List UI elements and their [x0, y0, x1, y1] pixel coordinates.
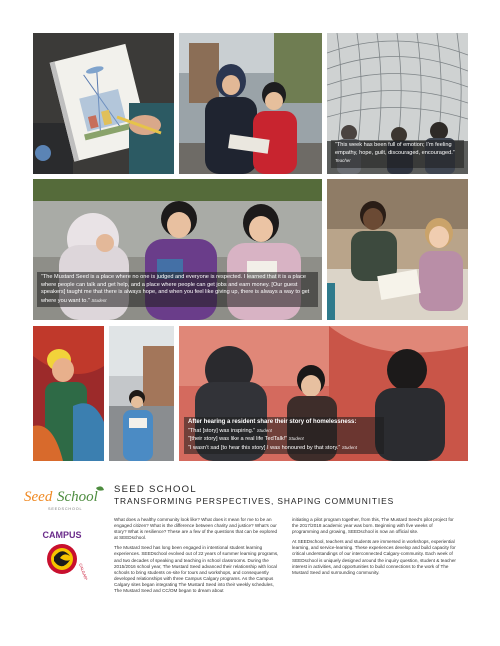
photo-students-reading-outside: [179, 33, 322, 174]
caption-attribution: Teacher: [335, 158, 351, 164]
caption-quote: “That [story] was inspiring.”: [188, 427, 256, 434]
page-title: SEED SCHOOL: [114, 484, 197, 495]
caption-line: [188, 427, 380, 436]
body-paragraph: What does a healthy community look like? What does it mean for me to be an engaged citizen? What is the difference between charity and justice? What’s our story? What is resilience? These are a few of the questions that can be explored at SEEDschool.: [114, 517, 278, 541]
logo-seed-word: Seed: [24, 489, 53, 505]
body-paragraph: The Mustard Seed has long been engaged in intentional student learning experiences. SEEDschool evolved out of 22 years of summer learning programs, and two decades of speaking and teaching in school classrooms. During the 2015/2016 school year, The Mustard Seed advanced their relationship with local schools to bring students on-site for tours and workshops, and consequently developed relationships with three Campus Calgary programs. As the Campus Calgary sites began integrating The Mustard Seed into their weekly schedules, The Mustard Seed and CC/OM began to dream about: [114, 545, 279, 594]
campus-calgary-logo: [34, 528, 90, 580]
body-paragraph: initiating a pilot program together, from this, The Mustard Seed’s pilot project for the 2017/2018 academic year was born. Beginning with five weeks of programming and growing, SEEDschool is now an official site.: [292, 517, 454, 535]
caption-heading: After hearing a resident share their story of homelessness:: [188, 419, 357, 425]
logo-city-word: CALGARY: [78, 562, 90, 580]
logo-tagline: SEEDSCHOOL: [48, 507, 83, 511]
caption-quote: “I wasn’t sad [to hear this story] I was honoured by that story.”: [188, 444, 341, 451]
body-column-2: [292, 517, 460, 580]
caption-line: [188, 444, 380, 453]
caption-mustard-seed-quote: [37, 272, 318, 307]
body-column-1: [114, 517, 282, 598]
caption-attribution: Student: [256, 427, 272, 433]
photo-mural-1: [33, 326, 104, 461]
caption-quote: “[their story] was like a real life TedTalk!”: [188, 436, 288, 443]
page-subtitle: TRANSFORMING PERSPECTIVES, SHAPING COMMUNITIES: [114, 496, 395, 506]
seed-school-logo: [24, 484, 108, 514]
photo-mural-2: [109, 326, 174, 461]
caption-teacher-emotion: [331, 140, 464, 168]
caption-line: [188, 435, 380, 444]
photo-classroom-activity: [327, 179, 468, 320]
caption-attribution: Student: [288, 436, 304, 442]
body-paragraph: At SEEDschool, teachers and students are immersed in workshops, experiential learning, and service-learning. These experiences develop and build capacity for critical understandings of our interconnected Calgary-community. Each week of SEEDschool is uniquely designed around the inquiry question, student & teacher interest in activities, and opportunities to build connections to the work of The Mustard Seed and surrounding community.: [292, 539, 456, 575]
photo-sketchbook-drawing: [33, 33, 174, 174]
logo-campus-word: CAMPUS: [42, 530, 82, 540]
caption-quote: “This week has been full of emotion; I’m feeling empathy, hope, guilt, discouraged, encouraged.”: [335, 142, 455, 156]
caption-homelessness-story: [184, 417, 384, 454]
logo-school-word: School: [57, 489, 98, 505]
caption-attribution: Student: [341, 444, 357, 450]
caption-quote: “The Mustard Seed is a place where no one is judged and everyone is respected. I learned that it is a place where people can talk and get help, and a place where people can get jobs and earn money. [Our guest speakers] taught me that there is always hope, and when you feel like giving up, there is always a way to get where you want to.”: [41, 274, 310, 304]
caption-attribution: Student: [91, 297, 107, 303]
